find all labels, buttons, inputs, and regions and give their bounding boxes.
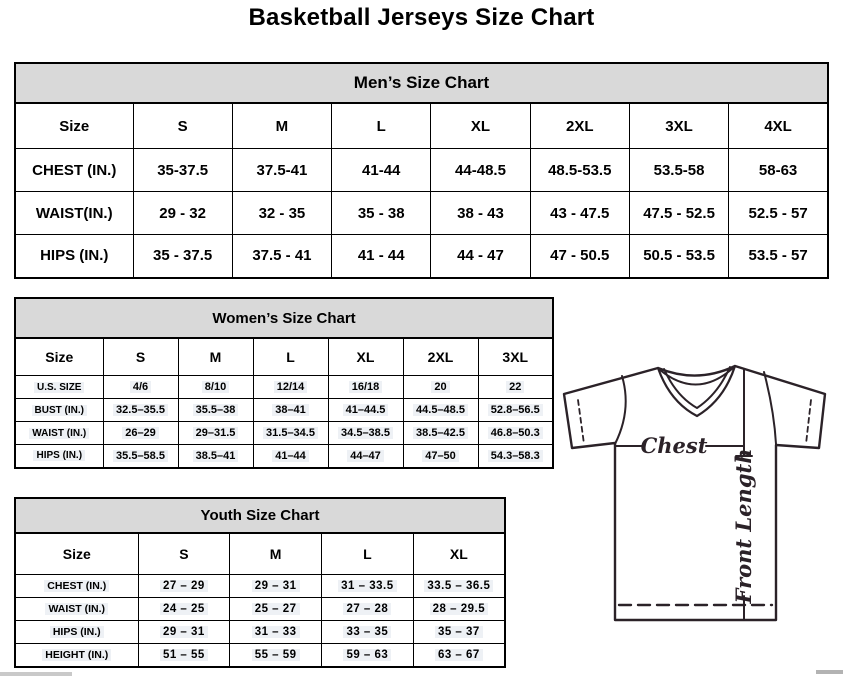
size-cell-text: 63 – 67 (435, 649, 483, 661)
size-cell (431, 235, 530, 278)
size-cell-text: 35.5–58.5 (113, 450, 168, 462)
size-cell (322, 575, 414, 598)
size-cell-text: 35 - 38 (357, 204, 405, 222)
mens-table-title-text: Men’s Size Chart (353, 73, 490, 92)
row-label-text: WAIST (IN.) (29, 428, 89, 439)
womens-table-title (15, 298, 553, 338)
size-cell-text: 53.5 - 57 (748, 247, 808, 265)
size-cell (230, 575, 322, 598)
row-label (15, 575, 138, 598)
size-cell-text: 44 - 47 (457, 247, 504, 265)
size-cell-text: 53.5-58 (653, 161, 705, 179)
size-cell-text: 29 – 31 (252, 580, 300, 592)
table-row (15, 235, 828, 278)
page-title: Basketball Jerseys Size Chart (248, 4, 595, 31)
size-column-header-text: M (269, 546, 282, 562)
size-cell-text: 20 (431, 381, 449, 393)
size-cell (253, 445, 328, 468)
row-label-text: BUST (IN.) (32, 405, 87, 416)
size-cell-text: 37.5-41 (256, 161, 308, 179)
size-cell-text: 35-37.5 (157, 161, 209, 179)
row-label-text: WAIST (IN.) (45, 603, 108, 615)
size-cell (103, 445, 178, 468)
size-cell-text: 44-48.5 (455, 161, 506, 179)
size-column-header-text: 4XL (764, 117, 792, 135)
size-cell (403, 445, 478, 468)
size-cell (322, 598, 414, 621)
size-column-header-text: L (376, 117, 386, 135)
size-column-header (103, 338, 178, 376)
table-row (15, 399, 553, 422)
size-cell (413, 575, 505, 598)
youth-size-table (14, 497, 506, 668)
size-cell-text: 48.5-53.5 (548, 161, 612, 179)
size-cell (253, 376, 328, 399)
mens-title-row (15, 63, 828, 103)
row-label (15, 149, 133, 192)
size-cell-text: 31 – 33.5 (338, 580, 396, 592)
size-cell-text: 41–44.5 (343, 404, 389, 416)
size-cell-text: 52.5 - 57 (748, 204, 808, 222)
size-cell (133, 149, 232, 192)
row-label (15, 399, 103, 422)
size-column-header-text: 3XL (665, 117, 693, 135)
row-label-text: HEIGHT (IN.) (42, 649, 111, 661)
scrollbar-fragment-right[interactable] (816, 670, 843, 674)
size-column-header (178, 338, 253, 376)
size-column-header-text: 2XL (566, 117, 594, 135)
table-row (15, 192, 828, 235)
size-column-header-text: 3XL (502, 349, 529, 365)
size-cell-text: 43 - 47.5 (550, 204, 610, 222)
size-column-header (230, 533, 322, 575)
size-cell (478, 445, 553, 468)
size-cell-text: 25 – 27 (252, 603, 300, 615)
size-cell-text: 55 – 59 (252, 649, 300, 661)
size-cell (403, 399, 478, 422)
size-cell (232, 235, 331, 278)
womens-header-row (15, 338, 553, 376)
size-cell (729, 235, 828, 278)
size-cell (133, 235, 232, 278)
size-cell (431, 192, 530, 235)
table-row (15, 445, 553, 468)
size-cell-text: 58-63 (758, 161, 798, 179)
size-column-header-text: 2XL (427, 349, 454, 365)
table-row (15, 598, 505, 621)
size-column-header-text: S (135, 349, 146, 365)
size-cell (403, 376, 478, 399)
size-cell (478, 399, 553, 422)
size-cell-text: 44.5–48.5 (413, 404, 468, 416)
size-cell (729, 149, 828, 192)
size-cell-text: 47–50 (422, 450, 459, 462)
row-label (15, 235, 133, 278)
size-cell (178, 399, 253, 422)
size-column-header (232, 103, 331, 149)
size-cell (138, 575, 230, 598)
size-cell-text: 37.5 - 41 (252, 247, 312, 265)
size-column-header-text: M (209, 349, 222, 365)
size-column-header (322, 533, 414, 575)
size-cell (103, 399, 178, 422)
size-cell (729, 192, 828, 235)
table-row (15, 575, 505, 598)
size-cell-text: 38.5–42.5 (413, 427, 468, 439)
size-column-header (328, 338, 403, 376)
youth-header-row (15, 533, 505, 575)
size-cell-text: 35.5–38 (193, 404, 239, 416)
size-cell-text: 41 - 44 (357, 247, 405, 265)
size-cell-text: 28 – 29.5 (430, 603, 488, 615)
size-cell (332, 149, 431, 192)
size-cell-text: 8/10 (202, 381, 229, 393)
size-cell (403, 422, 478, 445)
size-column-header (133, 103, 232, 149)
womens-table-title-text: Women’s Size Chart (212, 309, 356, 327)
size-cell-text: 47 - 50.5 (550, 247, 610, 265)
size-cell (253, 422, 328, 445)
row-label (15, 422, 103, 445)
size-cell-text: 29 - 32 (159, 204, 206, 222)
size-cell-text: 50.5 - 53.5 (643, 247, 715, 265)
size-cell (322, 644, 414, 667)
size-cell-text: 35 – 37 (435, 626, 483, 638)
table-row (15, 644, 505, 667)
size-cell (328, 376, 403, 399)
size-column-header (138, 533, 230, 575)
size-cell-text: 33 – 35 (343, 626, 391, 638)
mens-header-row (15, 103, 828, 149)
size-cell (332, 235, 431, 278)
size-cell (328, 422, 403, 445)
row-label (15, 445, 103, 468)
size-cell (178, 376, 253, 399)
size-cell (530, 149, 629, 192)
row-label-text: U.S. SIZE (34, 382, 84, 393)
table-row (15, 149, 828, 192)
size-column-header (431, 103, 530, 149)
size-cell (413, 621, 505, 644)
size-column-header-text: L (363, 546, 372, 562)
size-column-header (530, 103, 629, 149)
size-cell-text: 29–31.5 (193, 427, 239, 439)
size-cell (230, 621, 322, 644)
size-cell-text: 33.5 – 36.5 (424, 580, 493, 592)
size-cell (328, 399, 403, 422)
size-cell-text: 27 – 29 (160, 580, 208, 592)
size-column-header (629, 103, 728, 149)
size-cell-text: 4/6 (130, 381, 151, 393)
size-cell (413, 598, 505, 621)
size-cell-text: 38–41 (272, 404, 309, 416)
womens-size-table (14, 297, 554, 469)
size-cell-text: 41-44 (362, 161, 401, 179)
row-label-text: WAIST(IN.) (35, 204, 113, 222)
size-column-header (413, 533, 505, 575)
size-cell-text: 27 – 28 (343, 603, 391, 615)
size-cell-text: 59 – 63 (343, 649, 391, 661)
size-column-header-text: XL (356, 349, 375, 365)
table-row (15, 376, 553, 399)
size-cell (232, 149, 331, 192)
womens-title-row (15, 298, 553, 338)
table-row (15, 621, 505, 644)
front-length-label: Front Length (731, 448, 756, 604)
size-cell-text: 54.3–58.3 (488, 450, 543, 462)
size-cell (322, 621, 414, 644)
size-cell (629, 149, 728, 192)
row-label (15, 192, 133, 235)
youth-title-row (15, 498, 505, 533)
size-cell-text: 51 – 55 (160, 649, 208, 661)
size-cell-text: 22 (506, 381, 524, 393)
size-column-header-text: XL (470, 117, 491, 135)
mens-table-title (15, 63, 828, 103)
size-cell-text: 16/18 (349, 381, 383, 393)
size-column-header (332, 103, 431, 149)
scrollbar-fragment-left[interactable] (0, 672, 72, 676)
size-cell (332, 192, 431, 235)
jersey-outline (564, 366, 825, 620)
size-cell (629, 192, 728, 235)
size-cell (530, 192, 629, 235)
size-column-header-text: Size (62, 546, 91, 562)
table-row (15, 422, 553, 445)
size-column-header (403, 338, 478, 376)
size-cell (138, 598, 230, 621)
size-column-header-text: Size (59, 117, 90, 135)
size-column-header-text: S (179, 546, 189, 562)
size-cell (138, 621, 230, 644)
chest-label: Chest (640, 433, 708, 458)
size-cell (232, 192, 331, 235)
size-cell (530, 235, 629, 278)
row-label-text: CHEST (IN.) (44, 580, 109, 592)
size-column-header (478, 338, 553, 376)
size-cell (178, 422, 253, 445)
size-column-header (15, 533, 138, 575)
youth-table-title-text: Youth Size Chart (200, 507, 320, 524)
size-cell-text: 46.8–50.3 (488, 427, 543, 439)
size-cell (478, 376, 553, 399)
row-label-text: HIPS (IN.) (40, 247, 109, 265)
row-label-text: HIPS (IN.) (50, 626, 104, 638)
size-column-header-text: M (275, 117, 289, 135)
row-label-text: CHEST (IN.) (32, 161, 117, 179)
size-cell (230, 644, 322, 667)
youth-table-title (15, 498, 505, 533)
size-column-header (15, 103, 133, 149)
size-cell-text: 31 – 33 (252, 626, 300, 638)
size-column-header-text: XL (449, 546, 468, 562)
size-cell (133, 192, 232, 235)
size-cell (103, 376, 178, 399)
size-cell-text: 38 - 43 (457, 204, 504, 222)
size-cell (328, 445, 403, 468)
size-cell-text: 24 – 25 (160, 603, 208, 615)
size-cell (431, 149, 530, 192)
size-column-header (253, 338, 328, 376)
size-column-header-text: Size (45, 349, 74, 365)
size-cell-text: 38.5–41 (193, 450, 239, 462)
size-cell-text: 32.5–35.5 (113, 404, 168, 416)
row-label (15, 376, 103, 399)
size-cell-text: 26–29 (122, 427, 159, 439)
row-label (15, 644, 138, 667)
size-cell-text: 47.5 - 52.5 (643, 204, 715, 222)
size-column-header (15, 338, 103, 376)
size-cell-text: 35 - 37.5 (153, 247, 213, 265)
size-cell-text: 29 – 31 (160, 626, 208, 638)
size-cell-text: 34.5–38.5 (338, 427, 393, 439)
size-cell (103, 422, 178, 445)
mens-size-table (14, 62, 829, 279)
size-cell (629, 235, 728, 278)
size-cell-text: 41–44 (272, 450, 309, 462)
size-cell (253, 399, 328, 422)
size-column-header (729, 103, 828, 149)
size-cell (138, 644, 230, 667)
row-label-text: HIPS (IN.) (33, 450, 85, 461)
jersey-measurement-diagram (559, 358, 843, 678)
size-cell (178, 445, 253, 468)
size-cell-text: 52.8–56.5 (488, 404, 543, 416)
size-column-header-text: L (286, 349, 295, 365)
size-cell-text: 12/14 (274, 381, 308, 393)
size-column-header-text: S (177, 117, 188, 135)
size-cell (478, 422, 553, 445)
size-cell (413, 644, 505, 667)
size-cell-text: 44–47 (347, 450, 384, 462)
size-cell-text: 32 - 35 (258, 204, 306, 222)
row-label (15, 621, 138, 644)
size-cell (230, 598, 322, 621)
size-cell-text: 31.5–34.5 (263, 427, 318, 439)
row-label (15, 598, 138, 621)
